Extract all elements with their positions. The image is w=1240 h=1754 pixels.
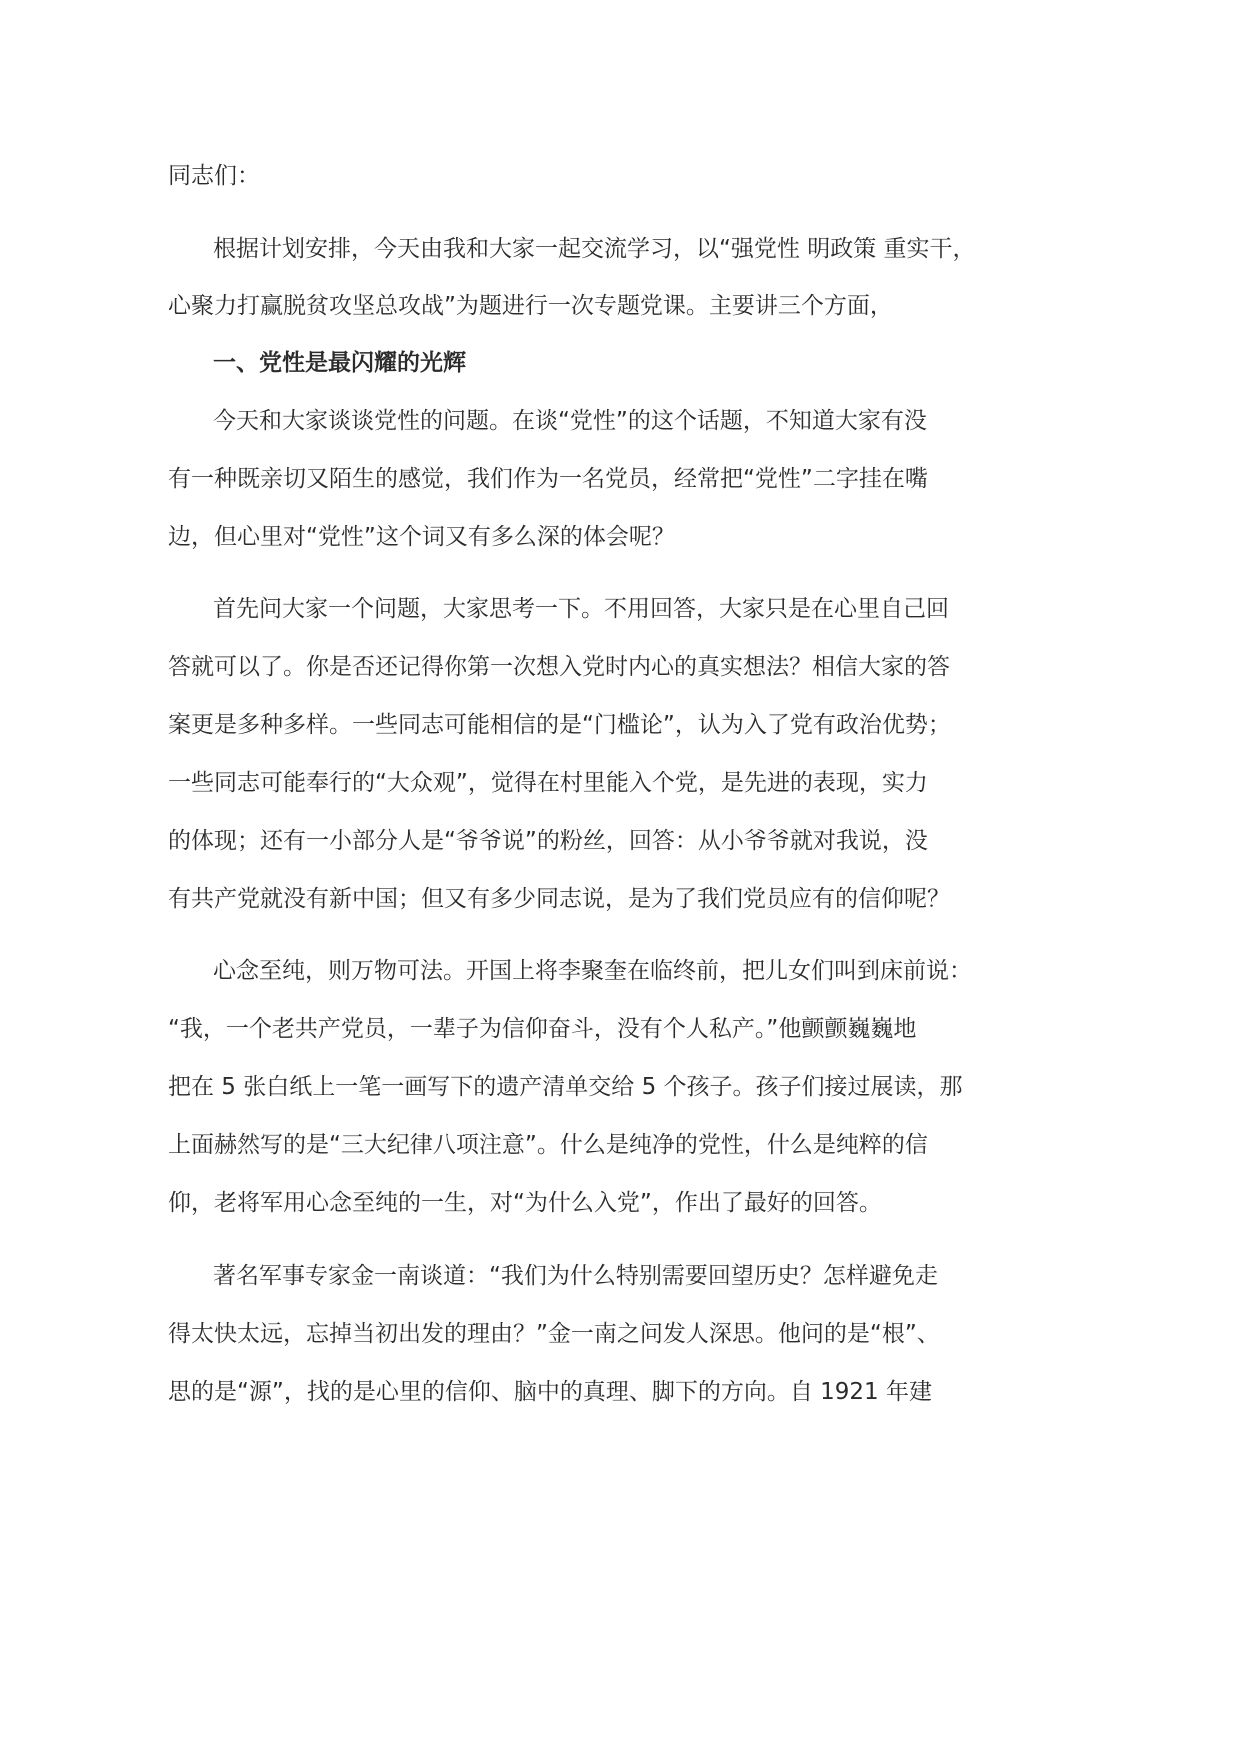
salutation: 同志们： [168,163,260,189]
paragraph-5-line-5: 仰，老将军用心念至纯的一生，对“为什么入党”，作出了最好的回答。 [168,1190,882,1216]
paragraph-5-line-2: “我，一个老共产党员，一辈子为信仰奋斗，没有个人私产。”他颤颤巍巍地 [168,1016,917,1042]
paragraph-4-line-4: 一些同志可能奉行的“大众观”，觉得在村里能入个党，是先进的表现，实力 [168,770,928,796]
paragraph-4-line-6: 有共产党就没有新中国；但又有多少同志说，是为了我们党员应有的信仰呢？ [168,886,950,912]
paragraph-4-line-2: 答就可以了。你是否还记得你第一次想入党时内心的真实想法？相信大家的答 [168,654,950,680]
paragraph-4-line-3: 案更是多种多样。一些同志可能相信的是“门槛论”，认为入了党有政治优势； [168,712,951,738]
paragraph-6-line-3: 思的是“源”，找的是心里的信仰、脑中的真理、脚下的方向。自 1921 年建 [168,1379,932,1405]
paragraph-3-line-1: 今天和大家谈谈党性的问题。在谈“党性”的这个话题，不知道大家有没 [213,408,927,434]
section-heading-1: 一、党性是最闪耀的光辉 [213,350,466,376]
paragraph-5-line-3: 把在 5 张白纸上一笔一画写下的遗产清单交给 5 个孩子。孩子们接过展读，那 [168,1074,963,1100]
paragraph-4-line-5: 的体现；还有一小部分人是“爷爷说”的粉丝，回答：从小爷爷就对我说，没 [168,828,928,854]
paragraph-6-line-2: 得太快太远，忘掉当初出发的理由？”金一南之问发人深思。他问的是“根”、 [168,1321,940,1347]
paragraph-4-line-1: 首先问大家一个问题，大家思考一下。不用回答，大家只是在心里自己回 [213,596,949,622]
paragraph-5-line-4: 上面赫然写的是“三大纪律八项注意”。什么是纯净的党性，什么是纯粹的信 [168,1132,928,1158]
paragraph-3-line-3: 边，但心里对“党性”这个词又有多么深的体会呢？ [168,524,675,550]
paragraph-6-line-1: 著名军事专家金一南谈道：“我们为什么特别需要回望历史？怎样避免走 [213,1263,938,1289]
paragraph-1-line-1: 根据计划安排，今天由我和大家一起交流学习，以“强党性 明政策 重实干， [213,236,976,262]
paragraph-5-line-1: 心念至纯，则万物可法。开国上将李聚奎在临终前，把儿女们叫到床前说： [213,958,972,984]
paragraph-3-line-2: 有一种既亲切又陌生的感觉，我们作为一名党员，经常把“党性”二字挂在嘴 [168,466,928,492]
paragraph-1-line-2: 心聚力打赢脱贫攻坚总攻战”为题进行一次专题党课。主要讲三个方面， [168,293,893,319]
